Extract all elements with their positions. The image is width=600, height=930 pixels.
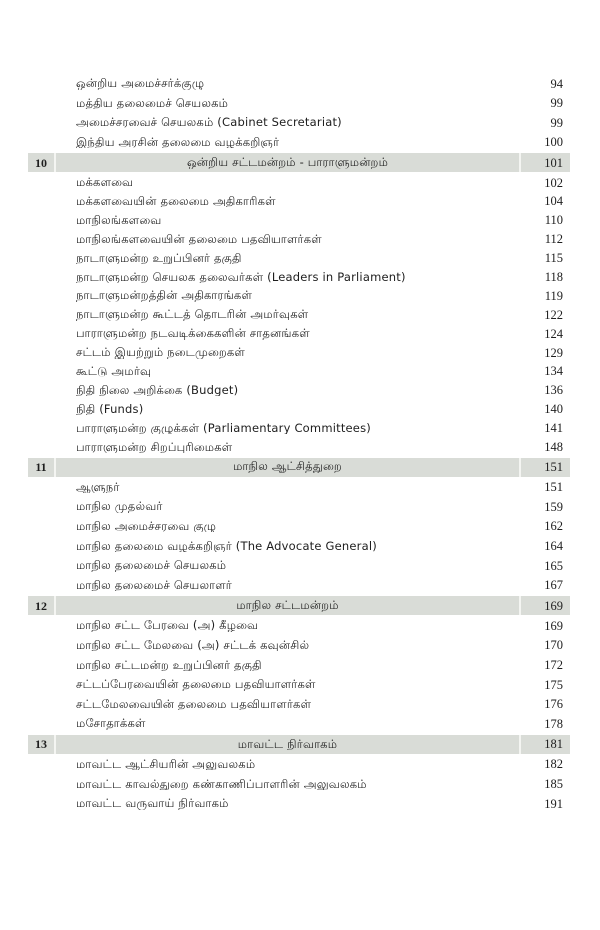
toc-entry-title: மாநில தலைமைச் செயலகம் [76,560,227,572]
toc-row [28,438,570,457]
toc-entry-title: சட்டம் இயற்றும் நடைமுறைகள் [76,347,246,359]
toc-entry-title: மக்களவை [76,177,134,189]
toc-entry-title: மாவட்ட வருவாய் நிர்வாகம் [76,798,229,810]
toc-entry-title: மாநில முதல்வர் [76,501,163,513]
toc-entry-page: 94 [550,76,563,91]
toc-entry-title: மாநிலங்களவை [76,214,162,227]
chapter-title: மாநில ஆட்சித்துறை [233,461,342,473]
toc-entry-title: கூட்டு அமர்வு [76,365,152,378]
toc-chapter-11 [28,458,570,596]
toc-entry-page: 100 [544,135,563,150]
toc-entry-page: 102 [544,175,563,190]
chapter-page: 101 [519,153,570,172]
chapter-page: 181 [519,735,570,754]
toc-entry-page: 164 [544,539,563,554]
toc-entry-page: 175 [544,677,563,692]
toc-entry-title: நிதி நிலை அறிக்கை (Budget) [76,384,239,397]
toc-row [28,755,570,775]
toc-entry-page: 118 [544,270,563,285]
toc-row [28,133,570,153]
toc-entry-title: நாடாளுமன்ற செயலக தலைவர்கள் (Leaders in Parliament) [76,271,406,284]
toc-entry-page: 119 [544,288,563,303]
toc-chapter-13 [28,735,570,814]
toc-row [28,419,570,438]
chapter-number: 11 [28,458,56,477]
toc-row [28,249,570,268]
toc-row [28,714,570,734]
toc-entry-title: மாவட்ட ஆட்சியரின் அலுவலகம் [76,758,256,771]
toc-row [28,616,570,636]
chapter-page: 169 [519,596,570,615]
toc-row [28,325,570,344]
toc-entry-page: 134 [544,364,563,379]
toc-entry-page: 185 [544,777,563,791]
toc-entry-page: 172 [544,658,563,673]
toc-row [28,556,570,576]
toc-entry-title: மாநில சட்ட மேலவை (அ) சட்டக் கவுன்சில் [76,639,310,652]
toc-entry-title: மாநில சட்டமன்ற உறுப்பினர் தகுதி [76,659,262,672]
toc-row [28,362,570,381]
toc-entry-title: நாடாளுமன்ற கூட்டத் தொடரின் அமர்வுகள் [76,309,309,321]
toc-row [28,675,570,695]
toc-entry-page: 162 [544,519,563,534]
chapter-title: மாவட்ட நிர்வாகம் [237,738,338,751]
toc-entry-title: மக்களவையின் தலைமை அதிகாரிகள் [76,195,276,208]
toc-chapter-12 [28,596,570,734]
toc-entry-page: 159 [544,499,563,514]
toc-row [28,74,570,94]
toc-entry-page: 110 [544,213,563,228]
toc-entry-title: நாடாளுமன்ற உறுப்பினர் தகுதி [76,252,242,265]
toc-entry-title: ஒன்றிய அமைச்சர்க்குழு [76,78,205,90]
toc-entry-page: 169 [544,618,563,633]
toc-entry-title: ஆளுநர் [76,481,120,494]
toc-entry-title: மாநில சட்ட பேரவை (அ) கீழவை [76,620,259,632]
toc-entry-page: 122 [544,307,563,322]
toc-entry-page: 191 [544,796,563,811]
toc-entry-page: 136 [544,383,563,398]
toc-row [28,576,570,596]
toc-entry-title: மாநில தலைமை வழக்கறிஞர் (The Advocate General) [76,540,377,553]
toc-chapter-10 [28,153,570,456]
toc-entry-title: சட்டமேலவையின் தலைமை பதவியாளர்கள் [76,698,312,711]
toc-entry-title: நிதி (Funds) [76,403,144,416]
toc-row [28,173,570,192]
toc-row [28,381,570,400]
chapter-page: 151 [519,458,570,477]
toc-entry-page: 151 [544,480,563,495]
toc-entry-title: மாவட்ட காவல்துறை கண்காணிப்பாளரின் அலுவலகம் [76,778,367,790]
toc-row [28,537,570,557]
toc-row [28,192,570,211]
chapter-header-row [28,596,570,615]
toc-entry-page: 141 [544,421,563,436]
chapter-header-row [28,458,570,477]
toc-row [28,636,570,656]
toc-entry-page: 178 [544,716,563,731]
toc-intro-section [28,74,570,152]
toc-entry-page: 148 [544,440,563,455]
toc-entry-title: அமைச்சரவைச் செயலகம் (Cabinet Secretariat) [76,117,342,129]
toc-entry-title: மத்திய தலைமைச் செயலகம் [76,97,229,110]
chapter-title: மாநில சட்டமன்றம் [236,600,339,612]
chapter-number: 12 [28,596,56,615]
toc-entry-title: சட்டப்பேரவையின் தலைமை பதவியாளர்கள் [76,679,316,691]
chapter-number: 13 [28,735,56,754]
toc-entry-page: 182 [544,757,563,772]
toc-entry-title: இந்திய அரசின் தலைமை வழக்கறிஞர் [76,136,280,149]
toc-entry-page: 104 [544,194,563,209]
toc-entry-page: 99 [550,96,563,111]
toc-entry-page: 176 [544,697,563,712]
toc-entry-page: 170 [544,638,563,653]
toc-entry-title: மாநில அமைச்சரவை குழு [76,520,217,533]
toc-row [28,230,570,249]
toc-entry-page: 140 [544,402,563,417]
toc-entry-page: 124 [544,326,563,341]
toc-entry-page: 165 [544,558,563,573]
toc-row [28,287,570,306]
toc-entry-page: 167 [544,578,563,593]
toc-row [28,400,570,419]
toc-entry-title: பாராளுமன்ற நடவடிக்கைகளின் சாதனங்கள் [76,328,310,340]
toc-row [28,268,570,287]
toc-entry-page: 112 [544,232,563,247]
toc-row [28,478,570,498]
toc-entry-page: 99 [550,115,563,130]
toc-row [28,655,570,675]
toc-row [28,343,570,362]
chapter-header-row [28,735,570,754]
toc-row [28,774,570,794]
toc-entry-title: மாநில தலைமைச் செயலாளர் [76,579,232,592]
chapter-header-row [28,153,570,172]
toc-entry-title: பாராளுமன்ற குழுக்கள் (Parliamentary Committees) [76,422,371,435]
table-of-contents [28,74,570,814]
toc-row [28,794,570,814]
toc-row [28,517,570,537]
toc-entry-title: பாராளுமன்ற சிறப்புரிமைகள் [76,441,233,454]
toc-row [28,695,570,715]
chapter-number: 10 [28,153,56,172]
toc-row [28,113,570,133]
chapter-title: ஒன்றிய சட்டமன்றம் - பாராளுமன்றம் [186,157,389,169]
toc-entry-title: மசோதாக்கள் [76,718,146,730]
toc-entry-title: நாடாளுமன்றத்தின் அதிகாரங்கள் [76,290,253,302]
toc-row [28,211,570,230]
toc-row [28,94,570,114]
toc-row [28,497,570,517]
toc-entry-title: மாநிலங்களவையின் தலைமை பதவியாளர்கள் [76,233,322,246]
toc-row [28,306,570,325]
toc-entry-page: 129 [544,345,563,360]
toc-entry-page: 115 [544,251,563,266]
